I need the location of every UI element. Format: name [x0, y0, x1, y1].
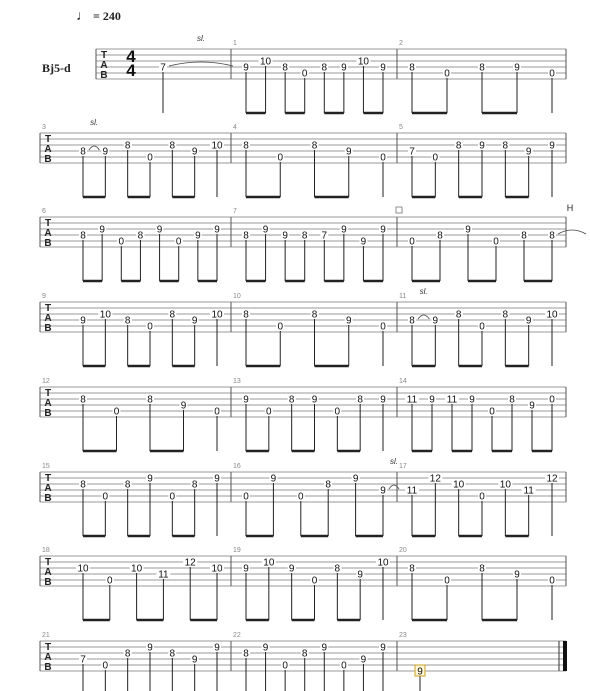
fret-number: 9 — [525, 315, 532, 327]
quarter-note-icon: ♩ — [76, 9, 90, 24]
measure-number: 20 — [399, 547, 407, 554]
fret-number: 9 — [345, 146, 352, 158]
measure-number: 2 — [399, 40, 403, 47]
fret-number: 0 — [147, 152, 153, 164]
fret-number: 9 — [147, 473, 153, 485]
fret-number: 9 — [465, 224, 471, 236]
fret-number: 9 — [214, 473, 220, 485]
final-barline-thick — [563, 641, 567, 671]
measure-number: 6 — [42, 208, 46, 215]
fret-number: 0 — [175, 236, 182, 248]
fret-number: 0 — [243, 491, 249, 503]
fret-number: 0 — [107, 575, 113, 587]
fret-number: 8 — [301, 648, 308, 660]
fret-number: 8 — [409, 315, 415, 327]
fret-number: 8 — [124, 140, 131, 152]
fret-number: 8 — [455, 309, 462, 321]
fret-number: 9 — [529, 400, 535, 412]
fret-number: 8 — [124, 315, 131, 327]
measure-number: 5 — [399, 124, 403, 131]
fret-number: 9 — [191, 654, 198, 666]
fret-number: 11 — [158, 569, 169, 581]
fret-number: 8 — [137, 230, 144, 242]
fret-number: 8 — [243, 140, 249, 152]
fret-number: 10 — [263, 557, 275, 569]
fret-number: 8 — [124, 479, 131, 491]
fret-number: 10 — [499, 479, 511, 491]
fret-number: 9 — [380, 642, 386, 654]
fret-number: 9 — [214, 642, 220, 654]
fret-number: 8 — [243, 230, 249, 242]
fret-number: 9 — [469, 394, 475, 406]
fret-number: 9 — [191, 315, 198, 327]
measure-number: 7 — [233, 208, 237, 215]
hammer-label: H — [566, 203, 574, 213]
fret-number: 10 — [211, 140, 223, 152]
fret-number: 9 — [99, 224, 105, 236]
fret-number: 0 — [549, 68, 555, 80]
fret-number: 9 — [360, 654, 367, 666]
fret-number: 10 — [99, 309, 111, 321]
fret-number: 12 — [546, 473, 558, 485]
measure-number: 11 — [399, 293, 407, 300]
fret-number: 8 — [521, 230, 527, 242]
fret-number: 8 — [147, 394, 153, 406]
measure-number: 18 — [42, 547, 50, 554]
measure-number: 16 — [233, 463, 241, 470]
fret-number: 0 — [266, 406, 272, 418]
fret-number: 9 — [352, 473, 359, 485]
system-7 — [40, 547, 566, 620]
fret-number: 8 — [191, 479, 198, 491]
measure-number: 3 — [42, 124, 46, 131]
fret-number: 0 — [409, 236, 415, 248]
measure-marker — [396, 207, 402, 213]
fret-number: 10 — [131, 563, 143, 575]
fret-number: 9 — [514, 62, 520, 74]
fret-number: 9 — [243, 394, 249, 406]
fret-number: 9 — [214, 224, 220, 236]
fret-number: 9 — [270, 473, 277, 485]
fret-number: 9 — [262, 642, 269, 654]
fret-number: 8 — [509, 394, 515, 406]
fret-number: 12 — [184, 557, 196, 569]
tab-clef-letter: B — [44, 577, 52, 588]
fret-number: 8 — [502, 309, 509, 321]
fret-number: 9 — [380, 394, 386, 406]
fret-number: 0 — [311, 575, 318, 587]
fret-number: 0 — [380, 321, 386, 333]
fret-number: 11 — [446, 394, 458, 406]
measure-number: 19 — [233, 547, 241, 554]
fret-number: 9 — [102, 146, 109, 158]
measure-number: 9 — [42, 293, 46, 300]
tab-clef-letter: B — [44, 493, 52, 504]
fret-number: 9 — [341, 224, 347, 236]
fret-number: 8 — [301, 230, 308, 242]
fret-number: 8 — [243, 648, 249, 660]
fret-number: 8 — [325, 479, 331, 491]
tab-clef-letter: T — [100, 50, 108, 61]
fret-number: 8 — [80, 230, 86, 242]
fret-number: 9 — [191, 146, 198, 158]
tab-clef-letter: B — [44, 323, 52, 334]
measure-number: 1 — [233, 40, 237, 47]
fret-number: 7 — [160, 62, 166, 74]
fret-number: 12 — [429, 473, 441, 485]
fret-number: 0 — [102, 660, 109, 672]
slide-label: sl. — [390, 457, 398, 466]
fret-number: 0 — [334, 406, 341, 418]
fret-number: 0 — [113, 406, 120, 418]
slide-arc — [418, 315, 429, 319]
fret-number: 9 — [380, 62, 386, 74]
fret-number: 9 — [429, 394, 435, 406]
fret-number: 8 — [311, 309, 318, 321]
fret-number: 9 — [525, 146, 532, 158]
tab-clef-letter: T — [44, 473, 52, 484]
tab-clef-letter: T — [44, 303, 52, 314]
fret-number: 8 — [80, 479, 86, 491]
fret-number: 8 — [479, 563, 485, 575]
system-3 — [40, 203, 586, 281]
tab-clef-letter: T — [44, 218, 52, 229]
fret-number: 0 — [479, 321, 485, 333]
tab-clef-letter: A — [44, 144, 52, 155]
fret-number: 9 — [345, 315, 352, 327]
tab-clef-letter: T — [44, 557, 52, 568]
fret-number: 9 — [479, 140, 485, 152]
fret-number: 9 — [357, 569, 363, 581]
slide-label: sl. — [419, 287, 428, 296]
fret-number: 8 — [479, 62, 485, 74]
measure-number: 4 — [233, 124, 237, 131]
slide-label: sl. — [197, 34, 205, 43]
track-name: Bj5-d — [42, 61, 71, 75]
tab-clef-letter: A — [44, 652, 52, 663]
fret-number: 0 — [147, 321, 153, 333]
tab-clef-letter: A — [44, 567, 52, 578]
fret-number: 11 — [523, 485, 534, 497]
fret-number: 10 — [77, 563, 89, 575]
measure-number: 22 — [233, 632, 241, 639]
tab-clef-letter: T — [44, 134, 52, 145]
fret-number: 11 — [406, 485, 418, 497]
tab-clef-letter: B — [44, 238, 52, 249]
fret-number: 10 — [211, 309, 223, 321]
fret-number: 8 — [334, 563, 341, 575]
measure-number: 23 — [399, 632, 407, 639]
fret-number: 0 — [277, 152, 284, 164]
fret-number: 0 — [444, 575, 450, 587]
fret-number: 9 — [417, 666, 423, 678]
time-signature-digit: 4 — [126, 61, 136, 80]
measure-number: 13 — [233, 378, 241, 385]
fret-number: 9 — [549, 140, 555, 152]
tab-clef-letter: A — [44, 313, 52, 324]
fret-number: 10 — [377, 557, 389, 569]
measure-number: 14 — [399, 378, 407, 385]
fret-number: 0 — [118, 236, 125, 248]
tab-clef-letter: A — [44, 228, 52, 239]
fret-number: 8 — [169, 648, 176, 660]
fret-number: 9 — [311, 394, 318, 406]
fret-number: 8 — [409, 62, 415, 74]
fret-number: 0 — [489, 406, 495, 418]
fret-number: 8 — [80, 146, 86, 158]
system-8 — [40, 632, 567, 691]
fret-number: 0 — [301, 68, 308, 80]
fret-number: 8 — [124, 648, 131, 660]
fret-number: 9 — [156, 224, 163, 236]
tab-clef-letter: T — [44, 642, 52, 653]
fret-number: 9 — [432, 315, 439, 327]
tab-clef-letter: B — [44, 154, 52, 165]
time-signature-digit: 4 — [126, 47, 136, 66]
tempo-value: = 240 — [93, 9, 121, 23]
fret-number: 8 — [288, 394, 295, 406]
hammer-arc — [558, 230, 586, 234]
fret-number: 0 — [214, 406, 220, 418]
tab-clef-letter: T — [44, 388, 52, 399]
fret-number: 8 — [311, 140, 318, 152]
fret-number: 7 — [80, 654, 86, 666]
fret-number: 8 — [502, 140, 509, 152]
fret-number: 10 — [211, 563, 223, 575]
fret-number: 9 — [321, 642, 328, 654]
fret-number: 0 — [444, 68, 450, 80]
fret-number: 9 — [282, 230, 288, 242]
fret-number: 8 — [243, 309, 249, 321]
fret-number: 0 — [432, 152, 439, 164]
tab-clef-letter: B — [44, 408, 52, 419]
fret-number: 9 — [360, 236, 367, 248]
fret-number: 9 — [243, 62, 249, 74]
fret-number: 9 — [80, 315, 86, 327]
fret-number: 7 — [409, 146, 415, 158]
fret-number: 0 — [277, 321, 284, 333]
tab-clef-letter: A — [44, 483, 52, 494]
fret-number: 10 — [260, 56, 272, 68]
fret-number: 9 — [243, 563, 249, 575]
fret-number: 9 — [341, 62, 347, 74]
system-4 — [40, 287, 566, 366]
fret-number: 9 — [288, 563, 295, 575]
measure-number: 10 — [233, 293, 241, 300]
measure-number: 21 — [42, 632, 50, 639]
slide-arc — [89, 146, 99, 150]
fret-number: 0 — [102, 491, 109, 503]
fret-number: 9 — [380, 485, 386, 497]
fret-number: 8 — [321, 62, 328, 74]
system-6 — [40, 457, 566, 536]
fret-number: 0 — [549, 575, 555, 587]
fret-number: 8 — [437, 230, 443, 242]
fret-number: 0 — [169, 491, 176, 503]
system-2 — [40, 118, 566, 197]
tab-clef-letter: A — [100, 60, 108, 71]
fret-number: 8 — [282, 62, 288, 74]
fret-number: 0 — [380, 152, 386, 164]
tab-clef-letter: A — [44, 398, 52, 409]
fret-number: 0 — [341, 660, 347, 672]
fret-number: 8 — [80, 394, 86, 406]
fret-number: 0 — [282, 660, 288, 672]
fret-number: 8 — [549, 230, 555, 242]
fret-number: 0 — [549, 394, 555, 406]
fret-number: 9 — [195, 230, 201, 242]
fret-number: 0 — [479, 491, 485, 503]
fret-number: 8 — [169, 140, 176, 152]
measure-number: 12 — [42, 378, 50, 385]
fret-number: 8 — [169, 309, 176, 321]
fret-number: 11 — [406, 394, 418, 406]
fret-number: 8 — [455, 140, 462, 152]
slide-arc — [169, 62, 233, 66]
tab-clef-letter: B — [44, 662, 52, 673]
fret-number: 9 — [180, 400, 187, 412]
fret-number: 10 — [546, 309, 558, 321]
fret-number: 10 — [357, 56, 369, 68]
slide-label: sl. — [90, 118, 99, 127]
fret-number: 9 — [380, 224, 386, 236]
fret-number: 10 — [453, 479, 465, 491]
tab-clef-letter: B — [100, 70, 108, 81]
fret-number: 9 — [147, 642, 153, 654]
fret-number: 9 — [262, 224, 269, 236]
system-1 — [96, 34, 566, 113]
system-5 — [40, 378, 566, 451]
fret-number: 9 — [514, 569, 520, 581]
fret-number: 8 — [409, 563, 415, 575]
fret-number: 7 — [321, 230, 328, 242]
measure-number: 17 — [399, 463, 407, 470]
measure-number: 15 — [42, 463, 50, 470]
fret-number: 0 — [493, 236, 499, 248]
fret-number: 0 — [298, 491, 304, 503]
fret-number: 8 — [357, 394, 363, 406]
